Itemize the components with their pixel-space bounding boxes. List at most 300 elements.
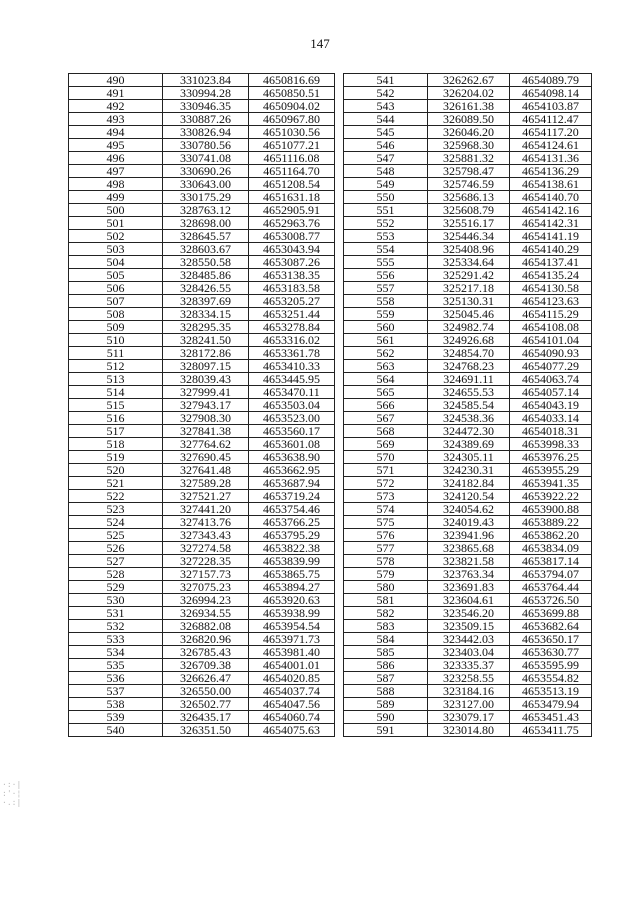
y-coordinate-cell: 4653889.22 bbox=[510, 516, 592, 529]
y-coordinate-cell: 4651030.56 bbox=[249, 126, 335, 139]
table-row bbox=[69, 529, 335, 542]
x-coordinate-cell: 326089.50 bbox=[428, 113, 510, 126]
table-row bbox=[69, 204, 335, 217]
x-coordinate-cell: 326351.50 bbox=[163, 724, 249, 737]
y-coordinate-cell: 4654140.29 bbox=[510, 243, 592, 256]
point-number-cell: 558 bbox=[344, 295, 428, 308]
point-number-cell: 566 bbox=[344, 399, 428, 412]
y-coordinate-cell: 4654020.85 bbox=[249, 672, 335, 685]
point-number-cell: 577 bbox=[344, 542, 428, 555]
table-row bbox=[69, 243, 335, 256]
table-row bbox=[69, 269, 335, 282]
table-row bbox=[69, 139, 335, 152]
point-number-cell: 505 bbox=[69, 269, 163, 282]
table-row bbox=[69, 347, 335, 360]
point-number-cell: 576 bbox=[344, 529, 428, 542]
x-coordinate-cell: 326785.43 bbox=[163, 646, 249, 659]
point-number-cell: 515 bbox=[69, 399, 163, 412]
x-coordinate-cell: 325045.46 bbox=[428, 308, 510, 321]
point-number-cell: 567 bbox=[344, 412, 428, 425]
table-row bbox=[69, 685, 335, 698]
point-number-cell: 541 bbox=[344, 74, 428, 87]
x-coordinate-cell: 328039.43 bbox=[163, 373, 249, 386]
y-coordinate-cell: 4654043.19 bbox=[510, 399, 592, 412]
x-coordinate-cell: 330946.35 bbox=[163, 100, 249, 113]
y-coordinate-cell: 4654130.58 bbox=[510, 282, 592, 295]
x-coordinate-cell: 326626.47 bbox=[163, 672, 249, 685]
point-number-cell: 547 bbox=[344, 152, 428, 165]
y-coordinate-cell: 4653445.95 bbox=[249, 373, 335, 386]
table-row bbox=[69, 334, 335, 347]
point-number-cell: 508 bbox=[69, 308, 163, 321]
table-row bbox=[344, 126, 592, 139]
table-row bbox=[69, 620, 335, 633]
point-number-cell: 511 bbox=[69, 347, 163, 360]
y-coordinate-cell: 4653817.14 bbox=[510, 555, 592, 568]
table-row bbox=[344, 594, 592, 607]
x-coordinate-cell: 326046.20 bbox=[428, 126, 510, 139]
x-coordinate-cell: 330887.26 bbox=[163, 113, 249, 126]
x-coordinate-cell: 328334.15 bbox=[163, 308, 249, 321]
point-number-cell: 536 bbox=[69, 672, 163, 685]
y-coordinate-cell: 4654115.29 bbox=[510, 308, 592, 321]
y-coordinate-cell: 4651116.08 bbox=[249, 152, 335, 165]
x-coordinate-cell: 326820.96 bbox=[163, 633, 249, 646]
point-number-cell: 496 bbox=[69, 152, 163, 165]
table-row bbox=[344, 672, 592, 685]
table-row bbox=[69, 724, 335, 737]
y-coordinate-cell: 4654098.14 bbox=[510, 87, 592, 100]
point-number-cell: 523 bbox=[69, 503, 163, 516]
x-coordinate-cell: 326262.67 bbox=[428, 74, 510, 87]
x-coordinate-cell: 330690.26 bbox=[163, 165, 249, 178]
point-number-cell: 548 bbox=[344, 165, 428, 178]
x-coordinate-cell: 325968.30 bbox=[428, 139, 510, 152]
table-row bbox=[344, 243, 592, 256]
table-row bbox=[344, 659, 592, 672]
y-coordinate-cell: 4651631.18 bbox=[249, 191, 335, 204]
x-coordinate-cell: 330780.56 bbox=[163, 139, 249, 152]
y-coordinate-cell: 4653822.38 bbox=[249, 542, 335, 555]
x-coordinate-cell: 323546.20 bbox=[428, 607, 510, 620]
table-row bbox=[69, 256, 335, 269]
x-coordinate-cell: 328550.58 bbox=[163, 256, 249, 269]
x-coordinate-cell: 330643.00 bbox=[163, 178, 249, 191]
y-coordinate-cell: 4654140.70 bbox=[510, 191, 592, 204]
point-number-cell: 509 bbox=[69, 321, 163, 334]
y-coordinate-cell: 4653361.78 bbox=[249, 347, 335, 360]
y-coordinate-cell: 4651164.70 bbox=[249, 165, 335, 178]
x-coordinate-cell: 326709.38 bbox=[163, 659, 249, 672]
x-coordinate-cell: 328485.86 bbox=[163, 269, 249, 282]
x-coordinate-cell: 330826.94 bbox=[163, 126, 249, 139]
point-number-cell: 573 bbox=[344, 490, 428, 503]
x-coordinate-cell: 327690.45 bbox=[163, 451, 249, 464]
page-number: 147 bbox=[310, 36, 330, 51]
x-coordinate-cell: 325408.96 bbox=[428, 243, 510, 256]
table-row bbox=[344, 282, 592, 295]
y-coordinate-cell: 4653411.75 bbox=[510, 724, 592, 737]
point-number-cell: 506 bbox=[69, 282, 163, 295]
y-coordinate-cell: 4653138.35 bbox=[249, 269, 335, 282]
y-coordinate-cell: 4654047.56 bbox=[249, 698, 335, 711]
table-row bbox=[69, 451, 335, 464]
table-row bbox=[69, 165, 335, 178]
y-coordinate-cell: 4654101.04 bbox=[510, 334, 592, 347]
x-coordinate-cell: 328763.12 bbox=[163, 204, 249, 217]
y-coordinate-cell: 4652905.91 bbox=[249, 204, 335, 217]
x-coordinate-cell: 324655.53 bbox=[428, 386, 510, 399]
table-row bbox=[344, 503, 592, 516]
y-coordinate-cell: 4654131.36 bbox=[510, 152, 592, 165]
point-number-cell: 526 bbox=[69, 542, 163, 555]
y-coordinate-cell: 4653971.73 bbox=[249, 633, 335, 646]
point-number-cell: 545 bbox=[344, 126, 428, 139]
table-row bbox=[69, 464, 335, 477]
y-coordinate-cell: 4654033.14 bbox=[510, 412, 592, 425]
x-coordinate-cell: 324182.84 bbox=[428, 477, 510, 490]
table-row bbox=[69, 178, 335, 191]
table-row bbox=[344, 451, 592, 464]
y-coordinate-cell: 4653662.95 bbox=[249, 464, 335, 477]
x-coordinate-cell: 323014.80 bbox=[428, 724, 510, 737]
point-number-cell: 568 bbox=[344, 425, 428, 438]
x-coordinate-cell: 325881.32 bbox=[428, 152, 510, 165]
x-coordinate-cell: 323258.55 bbox=[428, 672, 510, 685]
x-coordinate-cell: 324120.54 bbox=[428, 490, 510, 503]
x-coordinate-cell: 327908.30 bbox=[163, 412, 249, 425]
table-row bbox=[69, 477, 335, 490]
table-row bbox=[344, 87, 592, 100]
scan-artifact: ·:·| :'·¦ ·.:| bbox=[2, 780, 22, 807]
table-row bbox=[69, 373, 335, 386]
y-coordinate-cell: 4652963.76 bbox=[249, 217, 335, 230]
x-coordinate-cell: 328603.67 bbox=[163, 243, 249, 256]
y-coordinate-cell: 4654018.31 bbox=[510, 425, 592, 438]
table-row bbox=[69, 152, 335, 165]
y-coordinate-cell: 4653278.84 bbox=[249, 321, 335, 334]
table-row bbox=[344, 191, 592, 204]
point-number-cell: 519 bbox=[69, 451, 163, 464]
y-coordinate-cell: 4653839.99 bbox=[249, 555, 335, 568]
point-number-cell: 510 bbox=[69, 334, 163, 347]
y-coordinate-cell: 4653554.82 bbox=[510, 672, 592, 685]
table-row bbox=[344, 321, 592, 334]
point-number-cell: 549 bbox=[344, 178, 428, 191]
x-coordinate-cell: 328397.69 bbox=[163, 295, 249, 308]
table-row bbox=[344, 555, 592, 568]
x-coordinate-cell: 325291.42 bbox=[428, 269, 510, 282]
x-coordinate-cell: 324538.36 bbox=[428, 412, 510, 425]
table-row bbox=[344, 373, 592, 386]
table-row bbox=[344, 412, 592, 425]
point-number-cell: 564 bbox=[344, 373, 428, 386]
x-coordinate-cell: 323763.34 bbox=[428, 568, 510, 581]
x-coordinate-cell: 324982.74 bbox=[428, 321, 510, 334]
x-coordinate-cell: 325798.47 bbox=[428, 165, 510, 178]
x-coordinate-cell: 323184.16 bbox=[428, 685, 510, 698]
table-row bbox=[344, 516, 592, 529]
y-coordinate-cell: 4653523.00 bbox=[249, 412, 335, 425]
point-number-cell: 540 bbox=[69, 724, 163, 737]
x-coordinate-cell: 323509.15 bbox=[428, 620, 510, 633]
point-number-cell: 587 bbox=[344, 672, 428, 685]
y-coordinate-cell: 4654063.74 bbox=[510, 373, 592, 386]
table-row bbox=[69, 113, 335, 126]
point-number-cell: 538 bbox=[69, 698, 163, 711]
x-coordinate-cell: 327157.73 bbox=[163, 568, 249, 581]
y-coordinate-cell: 4653682.64 bbox=[510, 620, 592, 633]
table-row bbox=[344, 269, 592, 282]
table-row bbox=[344, 165, 592, 178]
x-coordinate-cell: 323442.03 bbox=[428, 633, 510, 646]
point-number-cell: 495 bbox=[69, 139, 163, 152]
table-row bbox=[344, 113, 592, 126]
table-row bbox=[69, 633, 335, 646]
table-row bbox=[69, 295, 335, 308]
point-number-cell: 575 bbox=[344, 516, 428, 529]
table-row bbox=[344, 295, 592, 308]
x-coordinate-cell: 326882.08 bbox=[163, 620, 249, 633]
point-number-cell: 539 bbox=[69, 711, 163, 724]
table-row bbox=[69, 217, 335, 230]
table-row bbox=[344, 542, 592, 555]
y-coordinate-cell: 4653251.44 bbox=[249, 308, 335, 321]
x-coordinate-cell: 328097.15 bbox=[163, 360, 249, 373]
table-row bbox=[344, 646, 592, 659]
x-coordinate-cell: 327521.27 bbox=[163, 490, 249, 503]
table-row bbox=[344, 360, 592, 373]
y-coordinate-cell: 4654090.93 bbox=[510, 347, 592, 360]
y-coordinate-cell: 4654037.74 bbox=[249, 685, 335, 698]
table-row bbox=[69, 126, 335, 139]
y-coordinate-cell: 4654124.61 bbox=[510, 139, 592, 152]
point-number-cell: 586 bbox=[344, 659, 428, 672]
y-coordinate-cell: 4653981.40 bbox=[249, 646, 335, 659]
point-number-cell: 522 bbox=[69, 490, 163, 503]
point-number-cell: 516 bbox=[69, 412, 163, 425]
x-coordinate-cell: 326204.02 bbox=[428, 87, 510, 100]
point-number-cell: 542 bbox=[344, 87, 428, 100]
point-number-cell: 537 bbox=[69, 685, 163, 698]
x-coordinate-cell: 325516.17 bbox=[428, 217, 510, 230]
y-coordinate-cell: 4654136.29 bbox=[510, 165, 592, 178]
y-coordinate-cell: 4653922.22 bbox=[510, 490, 592, 503]
y-coordinate-cell: 4654142.31 bbox=[510, 217, 592, 230]
y-coordinate-cell: 4653726.50 bbox=[510, 594, 592, 607]
point-number-cell: 556 bbox=[344, 269, 428, 282]
y-coordinate-cell: 4653754.46 bbox=[249, 503, 335, 516]
x-coordinate-cell: 324054.62 bbox=[428, 503, 510, 516]
point-number-cell: 572 bbox=[344, 477, 428, 490]
x-coordinate-cell: 325608.79 bbox=[428, 204, 510, 217]
x-coordinate-cell: 324019.43 bbox=[428, 516, 510, 529]
y-coordinate-cell: 4653638.90 bbox=[249, 451, 335, 464]
y-coordinate-cell: 4654135.24 bbox=[510, 269, 592, 282]
table-row bbox=[344, 464, 592, 477]
y-coordinate-cell: 4653795.29 bbox=[249, 529, 335, 542]
y-coordinate-cell: 4653920.63 bbox=[249, 594, 335, 607]
x-coordinate-cell: 325130.31 bbox=[428, 295, 510, 308]
point-number-cell: 490 bbox=[69, 74, 163, 87]
point-number-cell: 513 bbox=[69, 373, 163, 386]
point-number-cell: 529 bbox=[69, 581, 163, 594]
y-coordinate-cell: 4653687.94 bbox=[249, 477, 335, 490]
point-number-cell: 494 bbox=[69, 126, 163, 139]
x-coordinate-cell: 327075.23 bbox=[163, 581, 249, 594]
table-row bbox=[69, 555, 335, 568]
point-number-cell: 565 bbox=[344, 386, 428, 399]
table-row bbox=[344, 399, 592, 412]
y-coordinate-cell: 4654075.63 bbox=[249, 724, 335, 737]
x-coordinate-cell: 325746.59 bbox=[428, 178, 510, 191]
point-number-cell: 499 bbox=[69, 191, 163, 204]
y-coordinate-cell: 4653976.25 bbox=[510, 451, 592, 464]
table-row bbox=[69, 516, 335, 529]
point-number-cell: 507 bbox=[69, 295, 163, 308]
point-number-cell: 569 bbox=[344, 438, 428, 451]
y-coordinate-cell: 4653941.35 bbox=[510, 477, 592, 490]
coordinates-table-left-body bbox=[69, 74, 335, 737]
point-number-cell: 580 bbox=[344, 581, 428, 594]
x-coordinate-cell: 327228.35 bbox=[163, 555, 249, 568]
point-number-cell: 527 bbox=[69, 555, 163, 568]
point-number-cell: 590 bbox=[344, 711, 428, 724]
y-coordinate-cell: 4654138.61 bbox=[510, 178, 592, 191]
x-coordinate-cell: 323691.83 bbox=[428, 581, 510, 594]
x-coordinate-cell: 324305.11 bbox=[428, 451, 510, 464]
point-number-cell: 520 bbox=[69, 464, 163, 477]
point-number-cell: 532 bbox=[69, 620, 163, 633]
x-coordinate-cell: 323079.17 bbox=[428, 711, 510, 724]
y-coordinate-cell: 4653894.27 bbox=[249, 581, 335, 594]
point-number-cell: 571 bbox=[344, 464, 428, 477]
point-number-cell: 561 bbox=[344, 334, 428, 347]
y-coordinate-cell: 4654141.19 bbox=[510, 230, 592, 243]
y-coordinate-cell: 4653938.99 bbox=[249, 607, 335, 620]
y-coordinate-cell: 4654142.16 bbox=[510, 204, 592, 217]
point-number-cell: 493 bbox=[69, 113, 163, 126]
point-number-cell: 574 bbox=[344, 503, 428, 516]
y-coordinate-cell: 4653560.17 bbox=[249, 425, 335, 438]
table-row bbox=[344, 724, 592, 737]
table-row bbox=[344, 308, 592, 321]
table-row bbox=[69, 542, 335, 555]
point-number-cell: 560 bbox=[344, 321, 428, 334]
y-coordinate-cell: 4653954.54 bbox=[249, 620, 335, 633]
table-row bbox=[344, 178, 592, 191]
y-coordinate-cell: 4653470.11 bbox=[249, 386, 335, 399]
x-coordinate-cell: 324472.30 bbox=[428, 425, 510, 438]
x-coordinate-cell: 324230.31 bbox=[428, 464, 510, 477]
point-number-cell: 585 bbox=[344, 646, 428, 659]
point-number-cell: 546 bbox=[344, 139, 428, 152]
point-number-cell: 543 bbox=[344, 100, 428, 113]
x-coordinate-cell: 327413.76 bbox=[163, 516, 249, 529]
y-coordinate-cell: 4653834.09 bbox=[510, 542, 592, 555]
y-coordinate-cell: 4653087.26 bbox=[249, 256, 335, 269]
point-number-cell: 544 bbox=[344, 113, 428, 126]
table-row bbox=[344, 685, 592, 698]
x-coordinate-cell: 328241.50 bbox=[163, 334, 249, 347]
table-row bbox=[69, 360, 335, 373]
table-row bbox=[69, 425, 335, 438]
x-coordinate-cell: 326502.77 bbox=[163, 698, 249, 711]
table-row bbox=[344, 633, 592, 646]
x-coordinate-cell: 326435.17 bbox=[163, 711, 249, 724]
table-row bbox=[344, 477, 592, 490]
table-row bbox=[69, 594, 335, 607]
table-row bbox=[344, 490, 592, 503]
point-number-cell: 534 bbox=[69, 646, 163, 659]
x-coordinate-cell: 327641.48 bbox=[163, 464, 249, 477]
x-coordinate-cell: 324768.23 bbox=[428, 360, 510, 373]
table-row bbox=[69, 503, 335, 516]
x-coordinate-cell: 331023.84 bbox=[163, 74, 249, 87]
table-row bbox=[344, 698, 592, 711]
x-coordinate-cell: 327999.41 bbox=[163, 386, 249, 399]
coordinates-table-right-body bbox=[344, 74, 592, 737]
point-number-cell: 563 bbox=[344, 360, 428, 373]
point-number-cell: 524 bbox=[69, 516, 163, 529]
x-coordinate-cell: 328172.86 bbox=[163, 347, 249, 360]
x-coordinate-cell: 323604.61 bbox=[428, 594, 510, 607]
x-coordinate-cell: 327764.62 bbox=[163, 438, 249, 451]
table-row bbox=[344, 620, 592, 633]
table-row bbox=[69, 490, 335, 503]
x-coordinate-cell: 325334.64 bbox=[428, 256, 510, 269]
table-row bbox=[69, 646, 335, 659]
table-row bbox=[344, 100, 592, 113]
point-number-cell: 512 bbox=[69, 360, 163, 373]
point-number-cell: 570 bbox=[344, 451, 428, 464]
point-number-cell: 562 bbox=[344, 347, 428, 360]
point-number-cell: 492 bbox=[69, 100, 163, 113]
table-row bbox=[69, 672, 335, 685]
y-coordinate-cell: 4653595.99 bbox=[510, 659, 592, 672]
x-coordinate-cell: 327589.28 bbox=[163, 477, 249, 490]
x-coordinate-cell: 330741.08 bbox=[163, 152, 249, 165]
y-coordinate-cell: 4653043.94 bbox=[249, 243, 335, 256]
table-row bbox=[69, 321, 335, 334]
y-coordinate-cell: 4653865.75 bbox=[249, 568, 335, 581]
point-number-cell: 553 bbox=[344, 230, 428, 243]
y-coordinate-cell: 4653601.08 bbox=[249, 438, 335, 451]
table-row bbox=[69, 282, 335, 295]
point-number-cell: 581 bbox=[344, 594, 428, 607]
table-row bbox=[69, 698, 335, 711]
y-coordinate-cell: 4650850.51 bbox=[249, 87, 335, 100]
x-coordinate-cell: 324926.68 bbox=[428, 334, 510, 347]
table-row bbox=[69, 438, 335, 451]
point-number-cell: 533 bbox=[69, 633, 163, 646]
x-coordinate-cell: 326994.23 bbox=[163, 594, 249, 607]
x-coordinate-cell: 330175.29 bbox=[163, 191, 249, 204]
point-number-cell: 517 bbox=[69, 425, 163, 438]
table-row bbox=[69, 581, 335, 594]
y-coordinate-cell: 4654001.01 bbox=[249, 659, 335, 672]
x-coordinate-cell: 328295.35 bbox=[163, 321, 249, 334]
x-coordinate-cell: 324691.11 bbox=[428, 373, 510, 386]
x-coordinate-cell: 327841.38 bbox=[163, 425, 249, 438]
point-number-cell: 583 bbox=[344, 620, 428, 633]
y-coordinate-cell: 4653183.58 bbox=[249, 282, 335, 295]
y-coordinate-cell: 4653764.44 bbox=[510, 581, 592, 594]
x-coordinate-cell: 326934.55 bbox=[163, 607, 249, 620]
table-row bbox=[69, 399, 335, 412]
y-coordinate-cell: 4654137.41 bbox=[510, 256, 592, 269]
table-row bbox=[69, 711, 335, 724]
